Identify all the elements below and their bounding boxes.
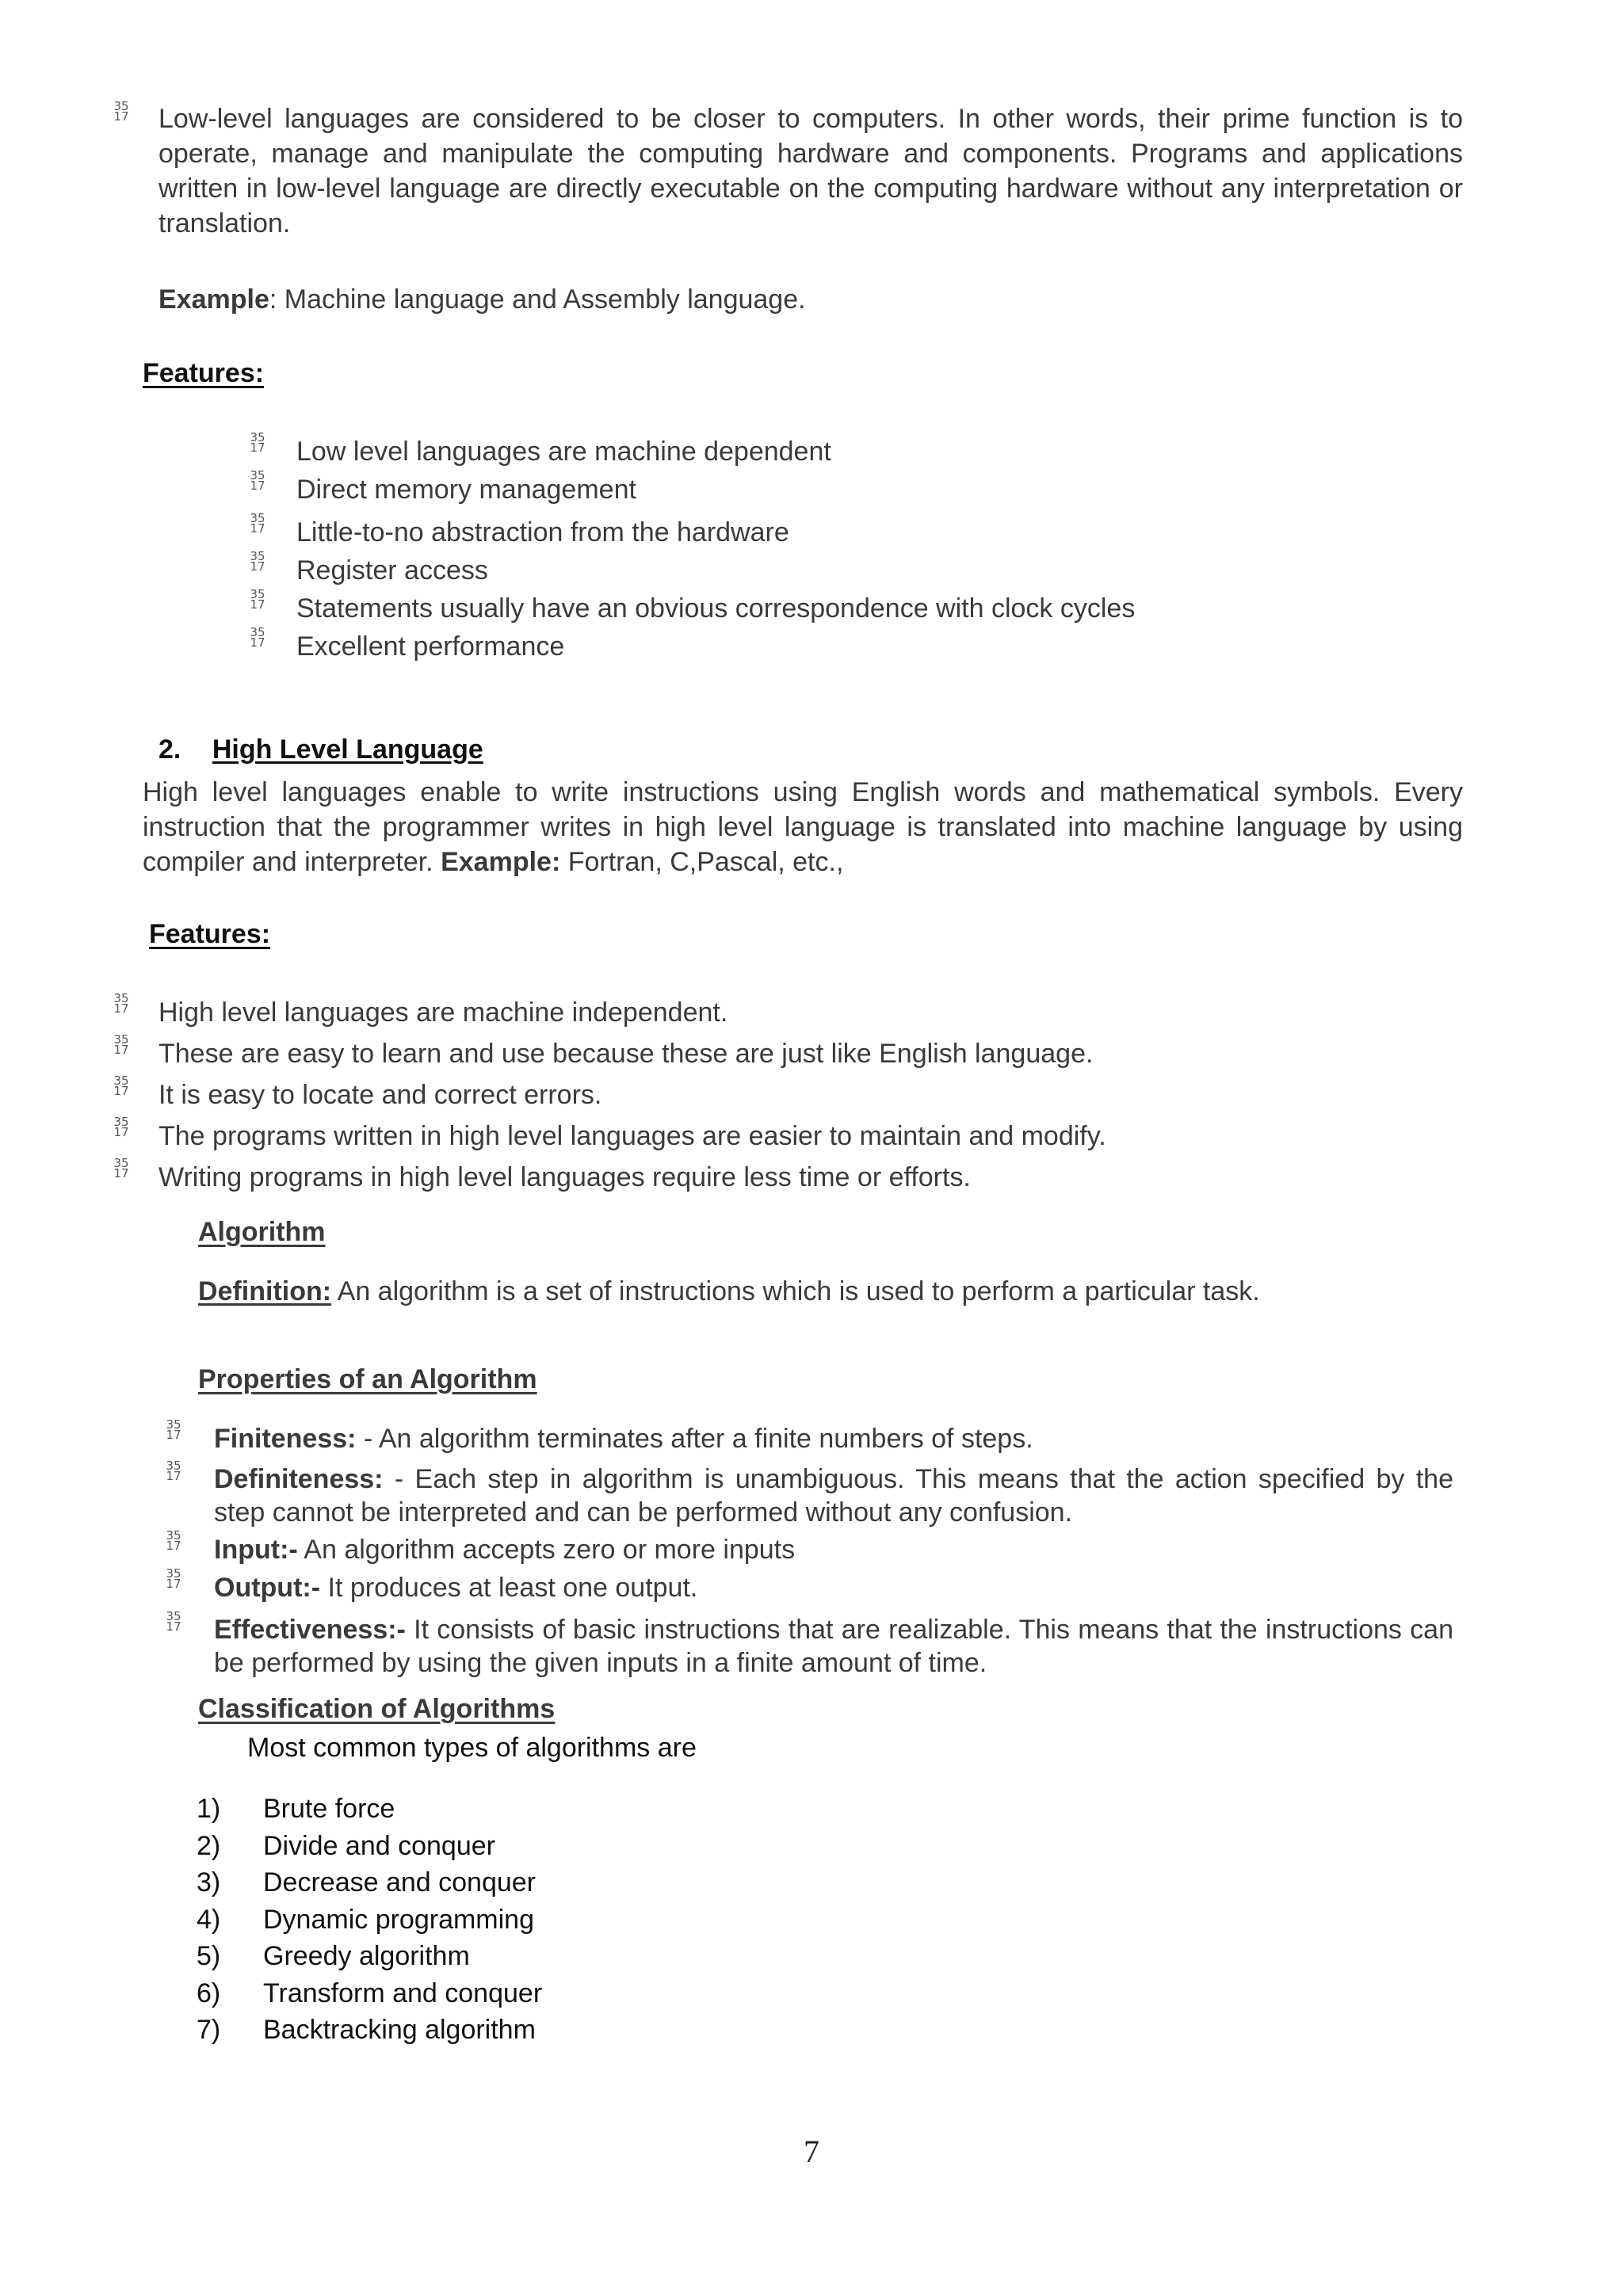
bullet-marker	[113, 101, 130, 122]
property-label: Output:-	[214, 1573, 321, 1603]
property-label: Input:-	[214, 1535, 298, 1565]
bullet-marker: 35 17	[113, 1156, 129, 1180]
classification-intro: Most common types of algorithms are	[247, 1733, 697, 1763]
item-number: 2)	[197, 1830, 221, 1861]
bullet-marker: 35 17	[166, 1459, 181, 1483]
section-title: High Level Language	[212, 734, 483, 765]
property-item	[214, 1570, 1453, 1605]
example-label: Example:	[441, 847, 561, 877]
property-text: It consists of basic instructions that are realizable. This means that the instructions can be performed by using the given inputs in a finite amount of time.	[214, 1615, 1453, 1678]
item-label: Dynamic programming	[263, 1904, 534, 1935]
list-item: Little-to-no abstraction from the hardware	[296, 517, 789, 547]
bullet-marker: 35 17	[166, 1528, 181, 1553]
low-level-features-heading: Features:	[143, 358, 265, 388]
item-label: Backtracking algorithm	[263, 2015, 536, 2045]
item-label: Transform and conquer	[263, 1978, 543, 2008]
item-number: 6)	[197, 1978, 221, 2008]
property-text: An algorithm accepts zero or more inputs	[297, 1535, 796, 1565]
property-label: Definiteness:	[214, 1464, 384, 1494]
high-level-heading	[158, 732, 483, 767]
list-item: Low level languages are machine dependent	[296, 437, 831, 467]
item-label: Brute force	[263, 1794, 395, 1824]
low-level-intro: Low-level languages are considered to be closer to computers. In other words, their prime function is to operate, manage and manipulate the computing hardware and components. Programs and applications written in low-level language are directly executable on the computing hardware without any interpretation or translation.	[158, 104, 1463, 238]
classification-heading: Classification of Algorithms	[198, 1694, 556, 1724]
property-item	[214, 1613, 1453, 1680]
bullet-marker: 35 17	[166, 1609, 181, 1634]
list-item: The programs written in high level languages are easier to maintain and modify.	[158, 1121, 1106, 1151]
bullet-marker: 35 17	[113, 1115, 129, 1139]
bullet-marker: 35 17	[166, 1566, 181, 1591]
list-item: It is easy to locate and correct errors.	[158, 1080, 602, 1110]
property-label: Finiteness:	[214, 1424, 357, 1454]
property-text: It produces at least one output.	[320, 1573, 698, 1603]
list-item: These are easy to learn and use because these are just like English language.	[158, 1039, 1094, 1069]
list-item: Register access	[296, 555, 488, 585]
bullet-marker: 35 17	[113, 1032, 129, 1057]
low-level-example	[158, 282, 1426, 317]
high-level-intro-text: High level languages enable to write instructions using English words and mathematical symbols. Every instruction that the programmer writes in high level language is translated into machine language by using compiler and interpreter.	[143, 777, 1463, 877]
definition-label: Definition:	[198, 1276, 332, 1306]
definition-text: An algorithm is a set of instructions which is used to perform a particular task.	[331, 1276, 1260, 1306]
example-text: Fortran, C,Pascal, etc.,	[560, 847, 844, 877]
section-number: 2.	[158, 734, 181, 765]
algorithm-heading: Algorithm	[198, 1217, 326, 1247]
bullet-marker-bottom: 17	[113, 109, 129, 124]
bullet-marker: 35 17	[250, 430, 265, 455]
bullet-marker: 35 17	[250, 511, 265, 536]
properties-heading: Properties of an Algorithm	[198, 1364, 537, 1394]
item-number: 5)	[197, 1941, 221, 1971]
bullet-marker: 35 17	[250, 625, 265, 650]
list-item: Statements usually have an obvious correspondence with clock cycles	[296, 593, 1136, 624]
property-text: - Each step in algorithm is unambiguous. This means that the action specified by the step cannot be interpreted and can be performed without any confusion.	[214, 1464, 1453, 1527]
example-label: Example	[158, 284, 269, 315]
item-label: Greedy algorithm	[263, 1941, 470, 1971]
item-number: 4)	[197, 1904, 221, 1935]
item-label: Decrease and conquer	[263, 1867, 537, 1897]
property-item	[214, 1463, 1453, 1529]
bullet-marker: 35 17	[250, 549, 265, 574]
bullet-marker: 35 17	[166, 1417, 181, 1442]
bullet-marker: 35 17	[113, 991, 129, 1016]
bullet-marker: 35 17	[113, 1074, 129, 1098]
example-text: : Machine language and Assembly language.	[269, 284, 806, 315]
list-item: Writing programs in high level languages require less time or efforts.	[158, 1162, 971, 1192]
item-number: 7)	[197, 2015, 221, 2045]
property-text: - An algorithm terminates after a finite numbers of steps.	[356, 1424, 1033, 1454]
bullet-marker: 35 17	[250, 587, 265, 612]
list-item: Excellent performance	[296, 631, 565, 662]
high-level-features-heading: Features:	[149, 919, 271, 949]
algorithm-definition	[198, 1274, 1466, 1309]
list-item: High level languages are machine independent.	[158, 997, 728, 1028]
page-number: 7	[804, 2134, 819, 2169]
property-item	[214, 1532, 1453, 1567]
property-item	[214, 1421, 1453, 1456]
list-item: Direct memory management	[296, 475, 636, 505]
bullet-marker: 35 17	[250, 468, 265, 493]
item-label: Divide and conquer	[263, 1830, 495, 1861]
item-number: 3)	[197, 1867, 221, 1897]
property-label: Effectiveness:-	[214, 1615, 406, 1645]
item-number: 1)	[197, 1794, 221, 1824]
high-level-intro	[143, 775, 1463, 879]
bullet-marker-top: 35	[113, 99, 129, 113]
